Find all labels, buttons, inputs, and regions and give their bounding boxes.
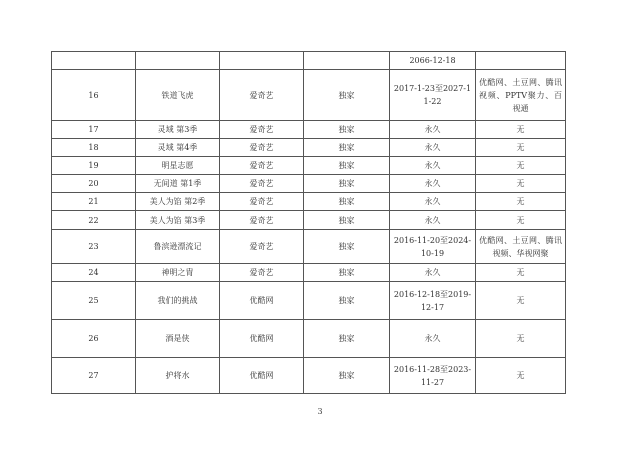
row-number: 27 — [52, 358, 136, 394]
license-type-cell: 独家 — [304, 121, 390, 139]
platform-cell: 爱奇艺 — [220, 70, 304, 121]
sublicense-cell: 无 — [476, 264, 566, 282]
sublicense-cell: 无 — [476, 121, 566, 139]
sublicense-cell: 无 — [476, 175, 566, 193]
platform-cell: 爱奇艺 — [220, 157, 304, 175]
title-cell — [136, 52, 220, 70]
sublicense-cell: 无 — [476, 157, 566, 175]
table-row — [52, 320, 566, 358]
row-number: 22 — [52, 211, 136, 230]
page-number: 3 — [317, 407, 323, 416]
platform-cell — [220, 52, 304, 70]
sublicense-cell — [476, 52, 566, 70]
platform-cell: 优酷网 — [220, 358, 304, 394]
title-cell: 铁道飞虎 — [136, 70, 220, 121]
title-cell: 神明之胄 — [136, 264, 220, 282]
sublicense-cell: 无 — [476, 211, 566, 230]
row-number: 18 — [52, 139, 136, 157]
term-cell: 2066-12-18 — [390, 52, 476, 70]
row-number: 20 — [52, 175, 136, 193]
platform-cell: 爱奇艺 — [220, 175, 304, 193]
platform-cell: 优酷网 — [220, 282, 304, 320]
sublicense-cell: 无 — [476, 358, 566, 394]
license-type-cell: 独家 — [304, 230, 390, 264]
term-cell: 永久 — [390, 175, 476, 193]
title-cell: 我们的挑战 — [136, 282, 220, 320]
title-cell: 无间道 第1季 — [136, 175, 220, 193]
table-row — [52, 264, 566, 282]
row-number: 17 — [52, 121, 136, 139]
table-row — [52, 157, 566, 175]
table-row — [52, 52, 566, 70]
row-number — [52, 52, 136, 70]
license-type-cell: 独家 — [304, 193, 390, 211]
row-number: 26 — [52, 320, 136, 358]
license-type-cell: 独家 — [304, 175, 390, 193]
platform-cell: 爱奇艺 — [220, 264, 304, 282]
row-number: 23 — [52, 230, 136, 264]
table-row — [52, 211, 566, 230]
title-cell: 鲁滨逊漂流记 — [136, 230, 220, 264]
platform-cell: 爱奇艺 — [220, 193, 304, 211]
table-row — [52, 121, 566, 139]
platform-cell: 爱奇艺 — [220, 230, 304, 264]
table-row — [52, 230, 566, 264]
sublicense-cell: 优酷网、土豆网、腾讯视频、华视网聚 — [476, 230, 566, 264]
license-type-cell: 独家 — [304, 282, 390, 320]
row-number: 21 — [52, 193, 136, 211]
platform-cell: 爱奇艺 — [220, 211, 304, 230]
rights-table — [51, 51, 566, 394]
license-type-cell: 独家 — [304, 264, 390, 282]
sublicense-cell: 无 — [476, 282, 566, 320]
platform-cell: 优酷网 — [220, 320, 304, 358]
term-cell: 2016-12-18至2019-12-17 — [390, 282, 476, 320]
term-cell: 2016-11-28至2023-11-27 — [390, 358, 476, 394]
license-type-cell: 独家 — [304, 139, 390, 157]
term-cell: 永久 — [390, 121, 476, 139]
license-type-cell: 独家 — [304, 320, 390, 358]
sublicense-cell: 无 — [476, 320, 566, 358]
platform-cell: 爱奇艺 — [220, 139, 304, 157]
term-cell: 永久 — [390, 211, 476, 230]
term-cell: 永久 — [390, 157, 476, 175]
license-type-cell — [304, 52, 390, 70]
license-type-cell: 独家 — [304, 211, 390, 230]
row-number: 24 — [52, 264, 136, 282]
sublicense-cell: 优酷网、土豆网、腾讯视频、PPTV聚力、百视通 — [476, 70, 566, 121]
license-type-cell: 独家 — [304, 70, 390, 121]
table-row — [52, 193, 566, 211]
row-number: 16 — [52, 70, 136, 121]
table-row — [52, 139, 566, 157]
row-number: 19 — [52, 157, 136, 175]
table-row — [52, 70, 566, 121]
term-cell: 永久 — [390, 320, 476, 358]
title-cell: 护将水 — [136, 358, 220, 394]
table-row — [52, 358, 566, 394]
license-type-cell: 独家 — [304, 157, 390, 175]
sublicense-cell: 无 — [476, 139, 566, 157]
title-cell: 酒是侠 — [136, 320, 220, 358]
license-type-cell: 独家 — [304, 358, 390, 394]
title-cell: 灵域 第4季 — [136, 139, 220, 157]
sublicense-cell: 无 — [476, 193, 566, 211]
term-cell: 2017-1-23至2027-11-22 — [390, 70, 476, 121]
row-number: 25 — [52, 282, 136, 320]
platform-cell: 爱奇艺 — [220, 121, 304, 139]
term-cell: 永久 — [390, 139, 476, 157]
term-cell: 2016-11-20至2024-10-19 — [390, 230, 476, 264]
table-row — [52, 282, 566, 320]
title-cell: 美人为馅 第3季 — [136, 211, 220, 230]
table-row — [52, 175, 566, 193]
title-cell: 美人为馅 第2季 — [136, 193, 220, 211]
term-cell: 永久 — [390, 193, 476, 211]
title-cell: 灵域 第3季 — [136, 121, 220, 139]
term-cell: 永久 — [390, 264, 476, 282]
title-cell: 明星志愿 — [136, 157, 220, 175]
